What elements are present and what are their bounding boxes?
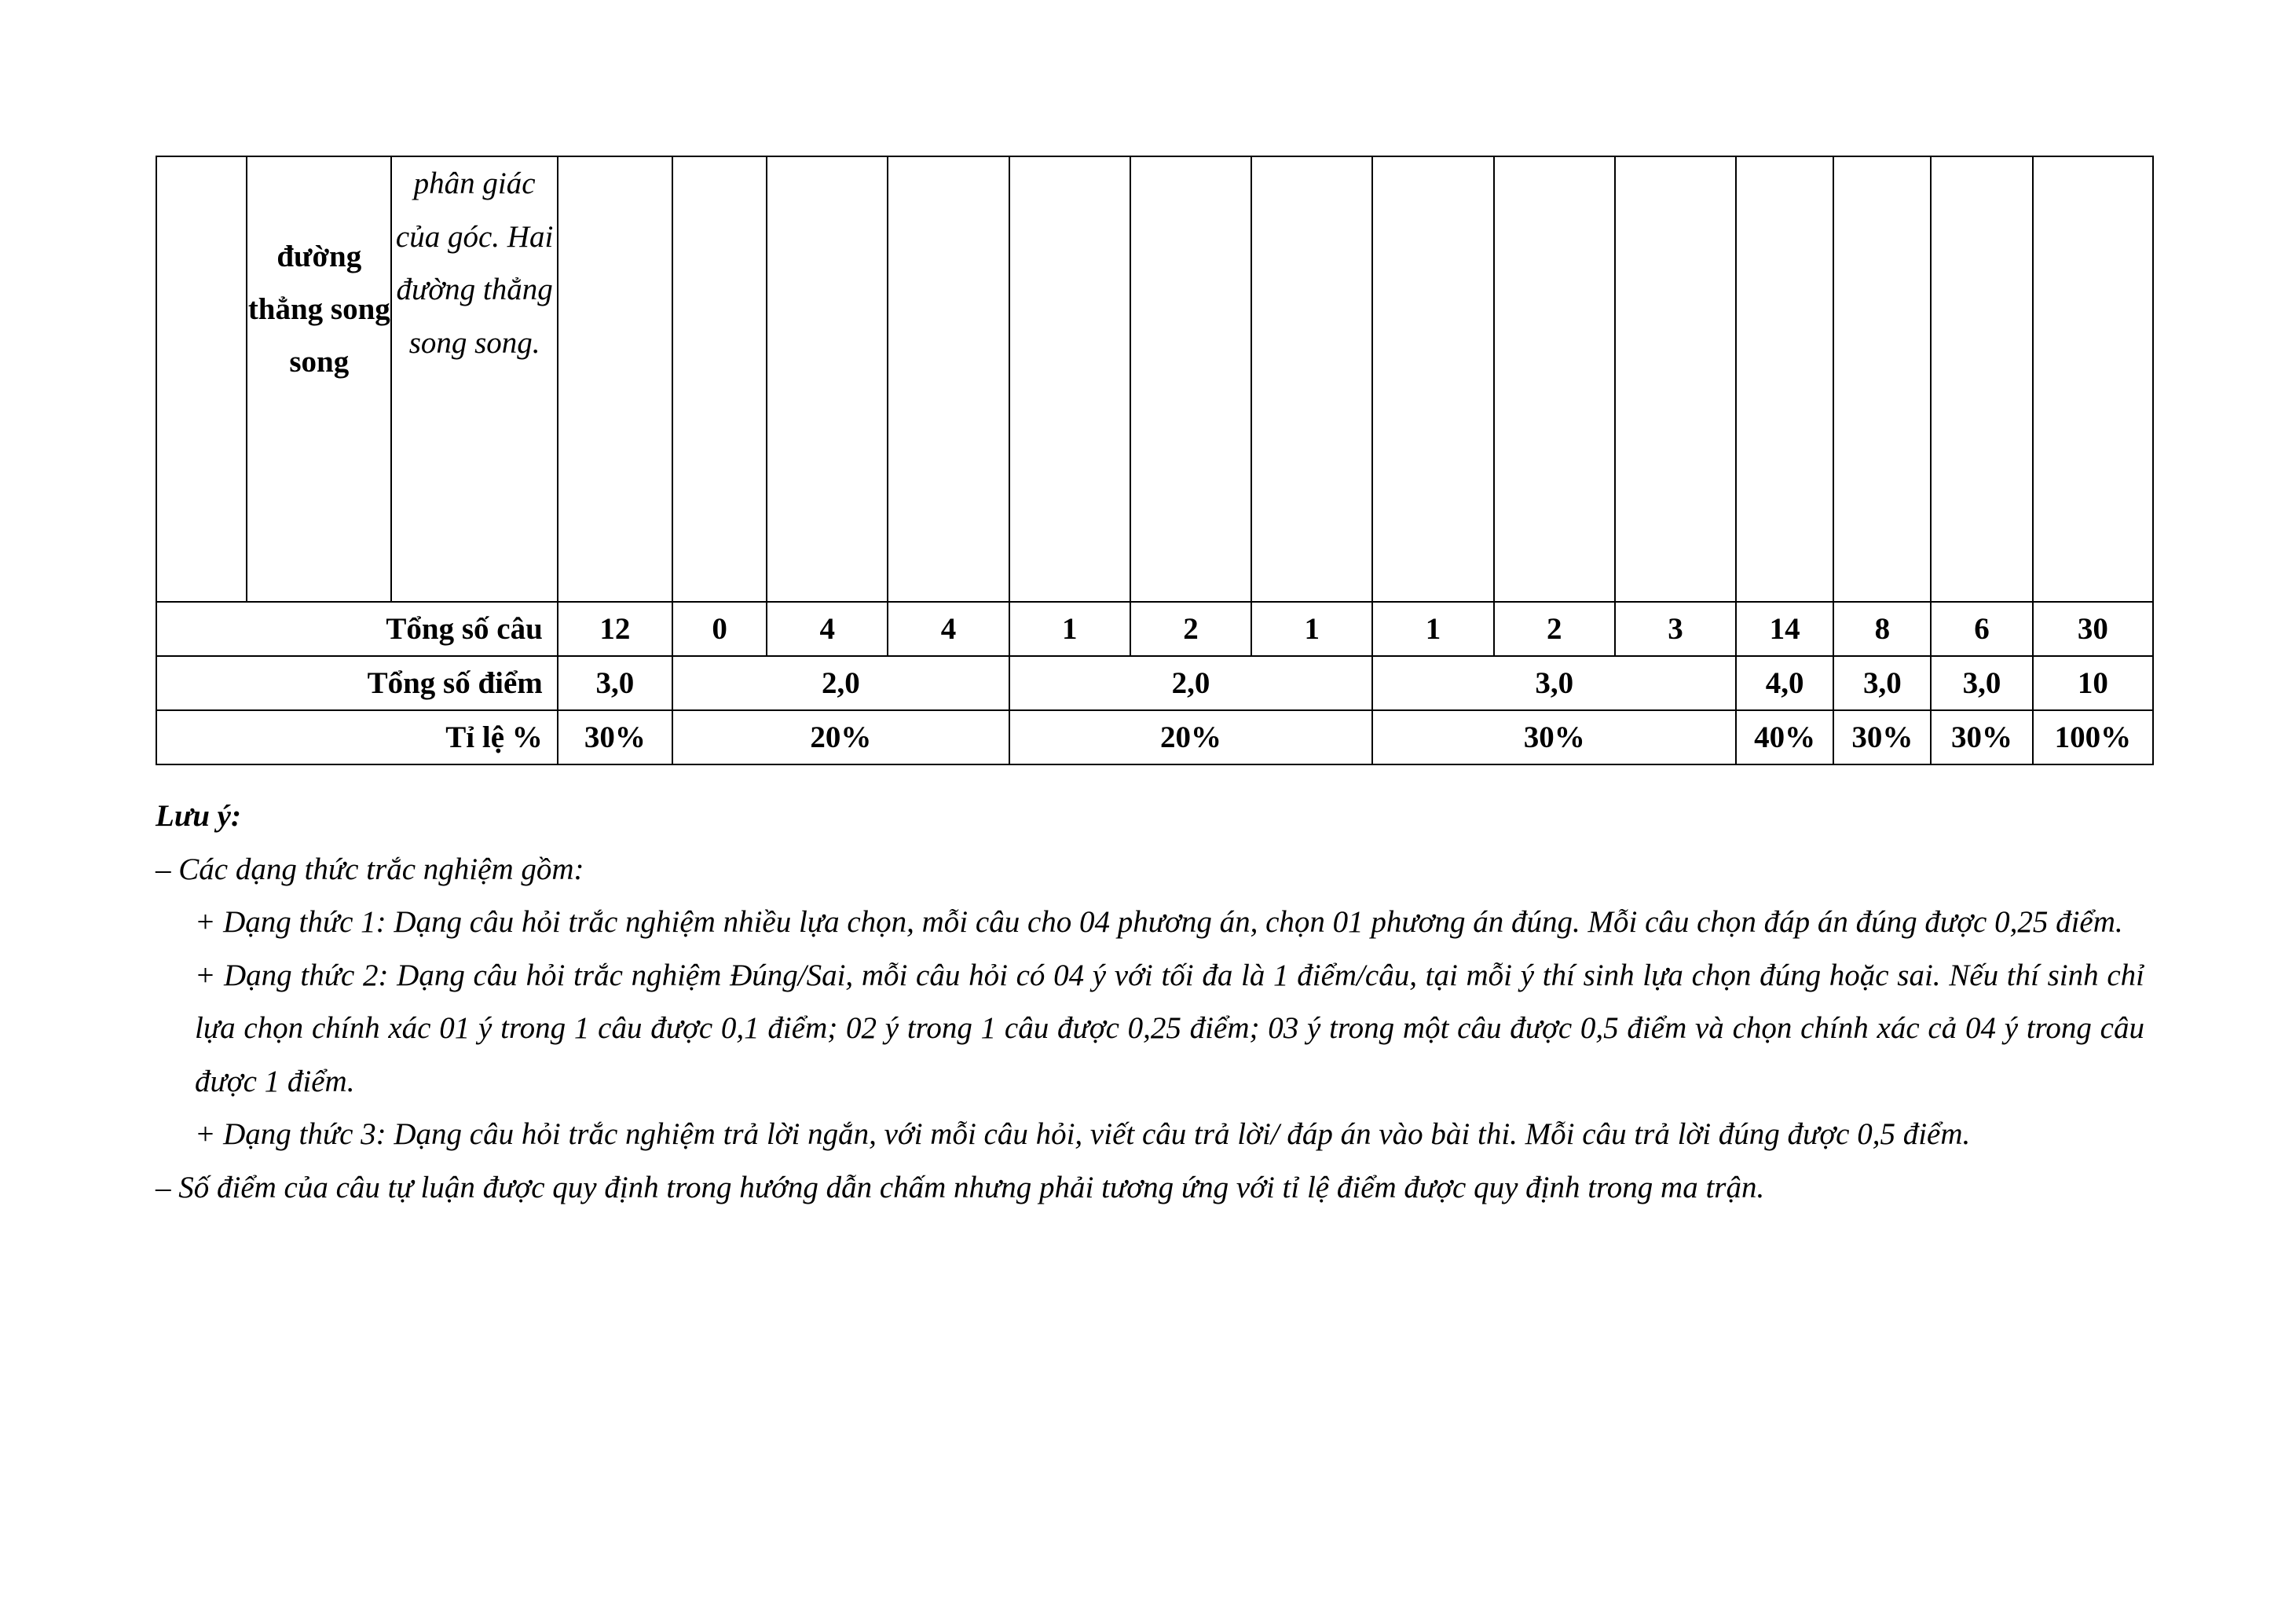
cell-empty (1009, 156, 1130, 602)
total-questions-value: 30 (2033, 602, 2153, 656)
percentage-value: 40% (1736, 710, 1833, 764)
total-questions-value: 0 (672, 602, 767, 656)
total-points-value: 10 (2033, 656, 2153, 710)
percentage-value: 100% (2033, 710, 2153, 764)
total-questions-value: 14 (1736, 602, 1833, 656)
total-questions-value: 6 (1931, 602, 2032, 656)
notes-intro-text: Các dạng thức trắc nghiệm gồm: (178, 852, 584, 886)
notes-closing-text: Số điểm của câu tự luận được quy định trong hướng dẫn chấm nhưng phải tương ứng với tỉ lệ điểm được quy định trong ma trận. (178, 1170, 1765, 1204)
percentage-value: 30% (558, 710, 672, 764)
percentage-value: 20% (672, 710, 1009, 764)
cell-empty (1736, 156, 1833, 602)
notes-dash: – (156, 852, 171, 886)
notes-item-format-1: + Dạng thức 1: Dạng câu hỏi trắc nghiệm nhiều lựa chọn, mỗi câu cho 04 phương án, chọn 01 phương án đúng. Mỗi câu chọn đáp án đúng được 0,25 điểm. (195, 905, 2123, 939)
percentage-value: 30% (1833, 710, 1931, 764)
notes-item-format-2: + Dạng thức 2: Dạng câu hỏi trắc nghiệm Đúng/Sai, mỗi câu hỏi có 04 ý với tối đa là 1 điểm/câu, tại mỗi ý thí sinh lựa chọn đúng hoặc sai. Nếu thí sinh chỉ lựa chọn chính xác 01 ý trong 1 câu được 0,1 điểm; 02 ý trong 1 câu được 0,25 điểm; 03 ý trong một câu được 0,5 điểm và chọn chính xác cả 04 ý trong câu được 1 điểm. (195, 958, 2144, 1098)
table-row-total-questions (156, 602, 2153, 656)
cell-content (391, 156, 557, 602)
total-questions-value: 2 (1130, 602, 1251, 656)
notes-title: Lưu ý: (156, 799, 241, 833)
table-row-total-points (156, 656, 2153, 710)
cell-empty (888, 156, 1009, 602)
percentage-value: 20% (1009, 710, 1373, 764)
notes-section (156, 790, 2144, 1214)
cell-empty (1372, 156, 1493, 602)
percentage-value: 30% (1931, 710, 2032, 764)
topic-text: đường thẳng song song (247, 240, 390, 379)
cell-index (156, 156, 247, 602)
cell-empty (1615, 156, 1736, 602)
notes-closing (156, 1161, 2144, 1215)
total-points-label: Tổng số điểm (156, 656, 558, 710)
cell-empty (1130, 156, 1251, 602)
cell-empty (2033, 156, 2153, 602)
cell-empty (672, 156, 767, 602)
cell-empty (1251, 156, 1372, 602)
total-questions-value: 1 (1372, 602, 1493, 656)
total-questions-value: 8 (1833, 602, 1931, 656)
percentage-label: Tỉ lệ % (156, 710, 558, 764)
table-row-content (156, 156, 2153, 602)
cell-empty (1494, 156, 1615, 602)
total-points-value: 2,0 (1009, 656, 1373, 710)
total-points-value: 2,0 (672, 656, 1009, 710)
total-questions-value: 3 (1615, 602, 1736, 656)
total-questions-label: Tổng số câu (156, 602, 558, 656)
content-text: phân giác của góc. Hai đường thẳng song song. (395, 167, 554, 360)
total-questions-value: 1 (1251, 602, 1372, 656)
total-questions-value: 1 (1009, 602, 1130, 656)
cell-empty (1833, 156, 1931, 602)
cell-empty (767, 156, 888, 602)
total-points-value: 3,0 (1931, 656, 2032, 710)
cell-topic (247, 156, 391, 602)
total-questions-value: 2 (1494, 602, 1615, 656)
matrix-table (156, 156, 2154, 765)
notes-closing-dash: – (156, 1170, 171, 1204)
total-questions-value: 4 (888, 602, 1009, 656)
table-row-percentage (156, 710, 2153, 764)
percentage-value: 30% (1372, 710, 1736, 764)
notes-intro (156, 843, 2144, 896)
total-questions-value: 12 (558, 602, 672, 656)
total-points-value: 3,0 (558, 656, 672, 710)
total-points-value: 3,0 (1372, 656, 1736, 710)
cell-empty (558, 156, 672, 602)
total-questions-value: 4 (767, 602, 888, 656)
total-points-value: 4,0 (1736, 656, 1833, 710)
notes-item-format-3: + Dạng thức 3: Dạng câu hỏi trắc nghiệm trả lời ngắn, với mỗi câu hỏi, viết câu trả lời/ đáp án vào bài thi. Mỗi câu trả lời đúng được 0,5 điểm. (195, 1117, 1971, 1151)
cell-empty (1931, 156, 2032, 602)
total-points-value: 3,0 (1833, 656, 1931, 710)
